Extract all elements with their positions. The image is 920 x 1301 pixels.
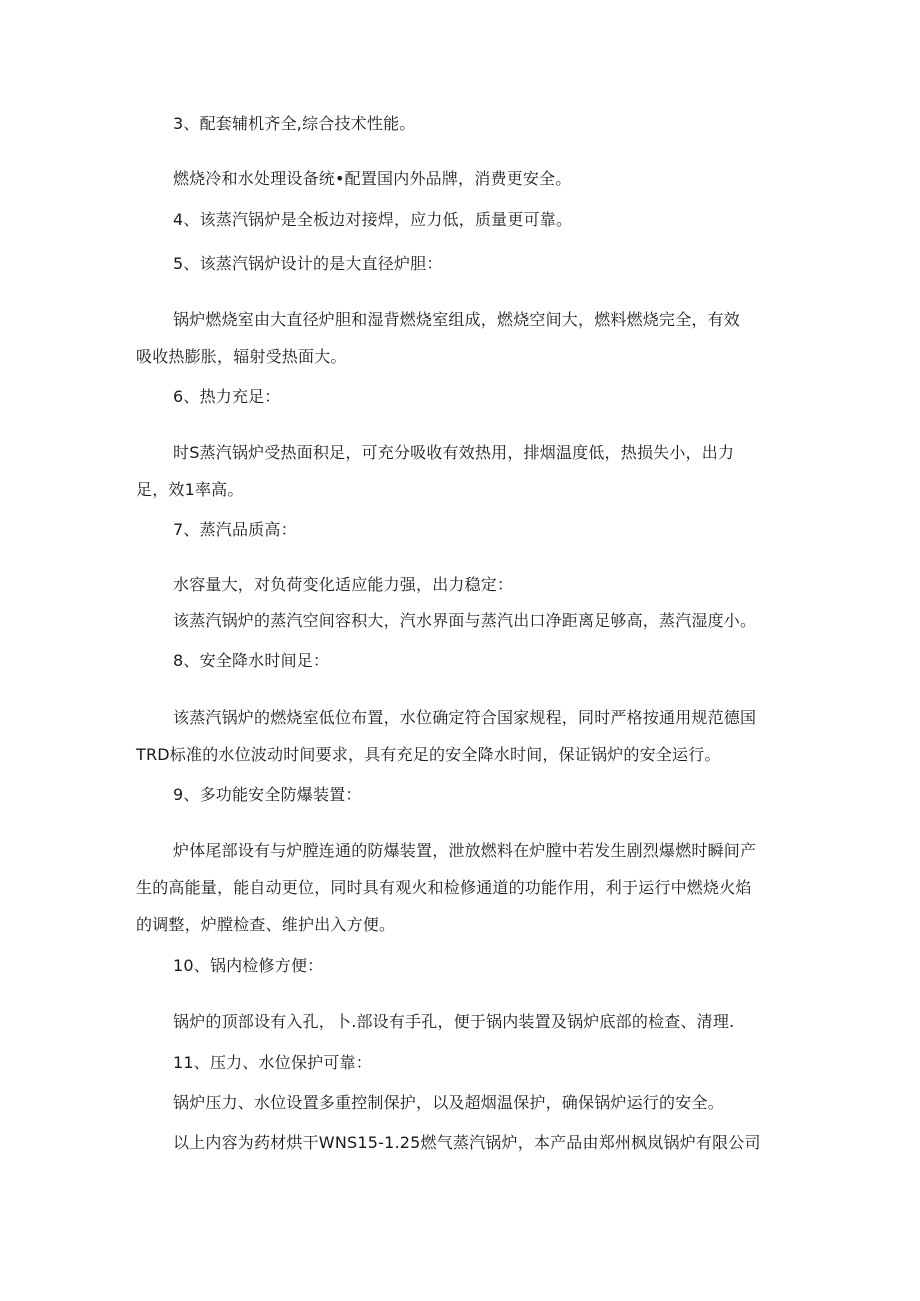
item-10-text: 锅炉的顶部设有入孔，卜.部设有手孔，便于锅内装置及锅炉底部的检查、清理.: [173, 1012, 735, 1031]
item-9-text-line-1: 炉体尾部设有与炉膛连通的防爆装置，泄放燃料在炉膛中若发生剧烈爆燃时瞬间产: [173, 841, 757, 860]
item-5-heading: 5、该蒸汽锅炉设计的是大直径炉胆：: [173, 254, 443, 273]
item-10-heading: 10、锅内检修方便：: [173, 956, 324, 975]
item-3-heading: 3、配套辅机齐全,综合技术性能。: [173, 114, 416, 133]
item-7-text-line-2: 该蒸汽锅炉的蒸汽空间容积大，汽水界面与蒸汽出口净距离足够高，蒸汽湿度小。: [173, 611, 757, 630]
item-6-heading: 6、热力充足：: [173, 387, 281, 406]
item-8-heading: 8、安全降水时间足：: [173, 651, 330, 670]
item-7-text-line-1: 水容量大，对负荷变化适应能力强，出力稳定：: [173, 575, 514, 594]
item-7-heading: 7、蒸汽品质高：: [173, 520, 297, 539]
item-6-text-line-2: 足，效1率高。: [136, 480, 244, 499]
item-5-text-line-1: 锅炉燃烧室由大直径炉胆和湿背燃烧室组成，燃烧空间大，燃料燃烧完全，有效: [173, 310, 741, 329]
item-9-text-line-2: 生的高能量，能自动更位，同时具有观火和检修通道的功能作用，利于运行中燃烧火焰: [136, 878, 752, 897]
item-3-text: 燃烧冷和水处理设备统•配置国内外品牌，消费更安全。: [173, 169, 572, 188]
item-8-text-line-2: TRD标准的水位波动时间要求，具有充足的安全降水时间，保证锅炉的安全运行。: [136, 745, 721, 764]
item-11-heading: 11、压力、水位保护可靠：: [173, 1053, 372, 1072]
item-8-text-line-1: 该蒸汽锅炉的燃烧室低位布置，水位确定符合国家规程，同时严格按通用规范德国: [173, 708, 757, 727]
item-5-text-line-2: 吸收热膨胀，辐射受热面大。: [136, 347, 347, 366]
item-9-text-line-3: 的调整，炉膛检查、维护出入方便。: [136, 915, 396, 934]
item-9-heading: 9、多功能安全防爆装置：: [173, 785, 362, 804]
closing-text: 以上内容为药材烘干WNS15-1.25燃气蒸汽锅炉，本产品由郑州枫岚锅炉有限公司: [173, 1133, 761, 1152]
item-4-heading: 4、该蒸汽锅炉是全板边对接焊，应力低，质量更可靠。: [173, 210, 573, 229]
item-6-text-line-1: 时S蒸汽锅炉受热面积足，可充分吸收有效热用，排烟温度低，热损失小，出力: [173, 443, 735, 462]
item-11-text: 锅炉压力、水位设置多重控制保护，以及超烟温保护，确保锅炉运行的安全。: [173, 1093, 724, 1112]
